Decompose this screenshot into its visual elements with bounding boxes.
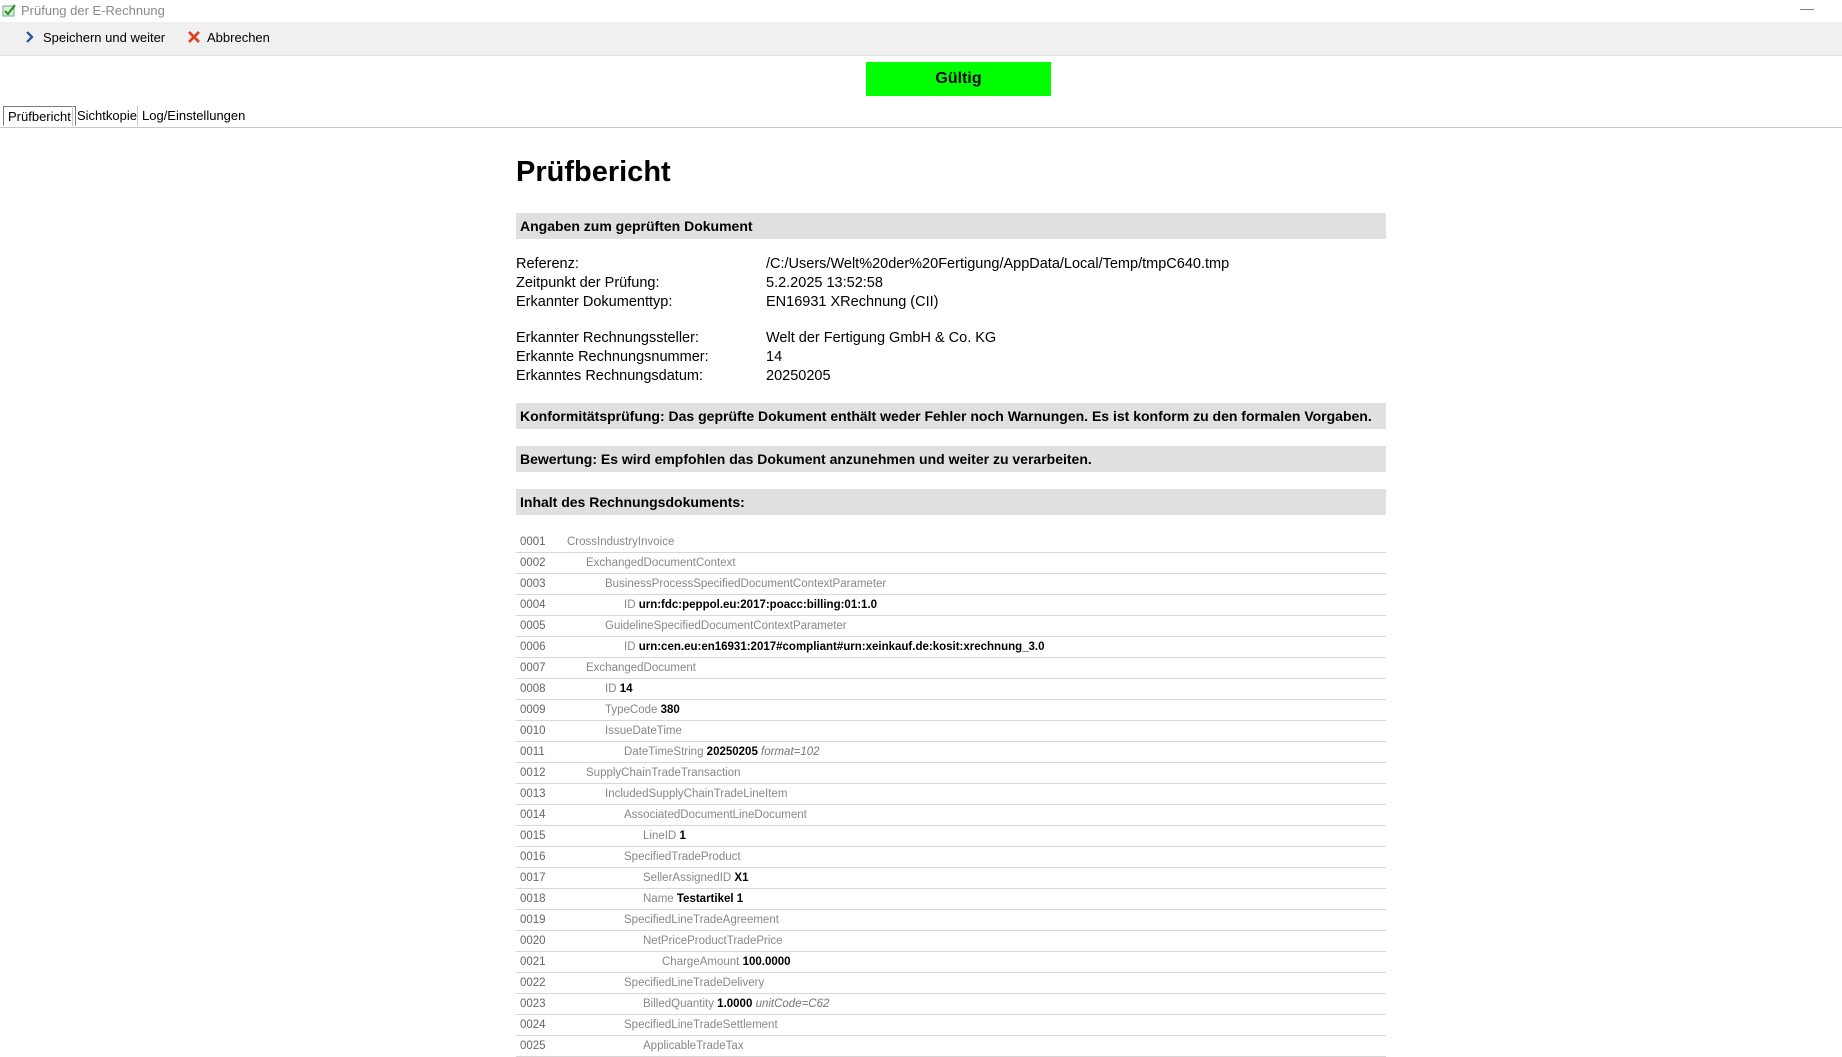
xml-line-number: 0020 [520,935,546,947]
xml-line-number: 0012 [520,767,546,779]
xml-line-number: 0002 [520,557,546,569]
xml-line-number: 0003 [520,578,546,590]
xml-element [605,700,680,720]
xml-element [624,973,764,993]
field-invoice-date [516,368,1386,387]
xml-element-value: 14 [619,683,633,695]
field-value: EN16931 XRechnung (CII) [766,294,939,310]
tab-log-einstellungen[interactable]: Log/Einstellungen [137,106,249,126]
xml-element-name: ChargeAmount [662,956,740,968]
xml-line-number: 0007 [520,662,546,674]
xml-element-name: ID [624,599,636,611]
xml-line-number: 0010 [520,725,546,737]
xml-element [643,994,829,1014]
xml-row [516,784,1386,805]
xml-line-number: 0001 [520,536,546,548]
xml-element-name: SupplyChainTradeTransaction [586,767,741,779]
xml-element-name: ID [624,641,636,653]
xml-row [516,553,1386,574]
window-title: Prüfung der E-Rechnung [21,3,165,18]
xml-element [586,658,696,678]
xml-line-number: 0024 [520,1019,546,1031]
xml-line-number: 0004 [520,599,546,611]
xml-row [516,826,1386,847]
xml-line-number: 0014 [520,809,546,821]
xml-element-name: SpecifiedTradeProduct [624,851,741,863]
section-invoice-content: Inhalt des Rechnungsdokuments: [516,489,1386,515]
xml-element [605,721,682,741]
xml-element-name: CrossIndustryInvoice [567,536,675,548]
xml-element [643,889,743,909]
xml-element [586,553,736,573]
xml-row [516,889,1386,910]
xml-line-number: 0016 [520,851,546,863]
xml-row [516,847,1386,868]
field-label: Referenz: [516,256,579,272]
field-check-time [516,275,1386,294]
chevron-right-icon [22,29,38,45]
xml-element-attribute: unitCode=C62 [755,998,830,1010]
xml-row [516,952,1386,973]
xml-element-value: X1 [734,872,749,884]
xml-element-name: ApplicableTradeTax [643,1040,744,1052]
section-rating: Bewertung: Es wird empfohlen das Dokument anzunehmen und weiter zu verarbeiten. [516,446,1386,472]
xml-element [624,595,877,615]
field-value: 5.2.2025 13:52:58 [766,275,883,291]
xml-element [586,763,740,783]
section-document-info: Angaben zum geprüften Dokument [516,213,1386,239]
xml-row [516,574,1386,595]
xml-row [516,616,1386,637]
xml-element-value: 20250205 [706,746,758,758]
xml-line-number: 0011 [520,746,545,758]
field-document-type [516,294,1386,313]
xml-element [624,910,779,930]
xml-element-name: DateTimeString [624,746,704,758]
xml-line-number: 0019 [520,914,546,926]
xml-element-name: IncludedSupplyChainTradeLineItem [605,788,788,800]
xml-line-number: 0018 [520,893,546,905]
xml-element [624,637,1045,657]
xml-element-name: Name [643,893,674,905]
xml-line-number: 0017 [520,872,546,884]
xml-row [516,721,1386,742]
xml-element-value: 1.0000 [717,998,753,1010]
xml-line-number: 0023 [520,998,546,1010]
xml-line-number: 0013 [520,788,546,800]
field-label: Erkannter Rechnungssteller: [516,330,699,346]
save-and-continue-label: Speichern und weiter [43,29,166,45]
field-label: Erkannte Rechnungsnummer: [516,349,709,365]
xml-element-name: SpecifiedLineTradeAgreement [624,914,779,926]
xml-row [516,700,1386,721]
xml-element [643,868,749,888]
xml-element [567,532,674,552]
xml-element [643,826,686,846]
xml-element-name: SpecifiedLineTradeSettlement [624,1019,778,1031]
tab-pruefbericht[interactable]: Prüfbericht [3,106,76,126]
xml-element [605,616,847,636]
xml-element-name: NetPriceProductTradePrice [643,935,783,947]
xml-line-number: 0022 [520,977,546,989]
tab-bar [0,105,1842,128]
title-bar [0,0,1842,22]
xml-line-number: 0008 [520,683,546,695]
field-invoice-number [516,349,1386,368]
field-value: /C:/Users/Welt%20der%20Fertigung/AppData/Local/Temp/tmpC640.tmp [766,256,1230,272]
field-label: Erkanntes Rechnungsdatum: [516,368,703,384]
xml-element-name: TypeCode [605,704,658,716]
xml-element-attribute: format=102 [761,746,820,758]
xml-element-name: GuidelineSpecifiedDocumentContextParameter [605,620,847,632]
xml-row [516,994,1386,1015]
xml-row [516,679,1386,700]
xml-element-name: IssueDateTime [605,725,682,737]
xml-row [516,742,1386,763]
xml-element [624,847,741,867]
xml-element [662,952,791,972]
xml-element-name: LineID [643,830,677,842]
xml-row [516,973,1386,994]
xml-element [605,679,633,699]
field-reference [516,256,1386,275]
minimize-button[interactable]: — [1800,0,1814,16]
xml-element-value: 1 [679,830,686,842]
xml-element-name: ID [605,683,617,695]
xml-element-value: Testartikel 1 [676,893,744,905]
xml-row [516,532,1386,553]
validation-status-badge: Gültig [866,62,1051,96]
cancel-label: Abbrechen [207,29,270,45]
xml-element-name: SellerAssignedID [643,872,732,884]
xml-element-name: BilledQuantity [643,998,714,1010]
xml-row [516,910,1386,931]
field-value: 14 [766,349,783,365]
field-value: 20250205 [766,368,831,384]
field-label: Zeitpunkt der Prüfung: [516,275,660,291]
save-and-continue-button[interactable] [22,29,165,45]
xml-line-number: 0005 [520,620,546,632]
xml-row [516,637,1386,658]
xml-row [516,868,1386,889]
xml-element [624,742,820,762]
xml-element [624,805,807,825]
close-icon [186,29,202,45]
field-value: Welt der Fertigung GmbH & Co. KG [766,330,997,346]
section-conformity: Konformitätsprüfung: Das geprüfte Dokument enthält weder Fehler noch Warnungen. Es ist konform zu den formalen Vorgaben. [516,403,1386,429]
xml-row [516,1036,1386,1057]
xml-element-name: ExchangedDocumentContext [586,557,736,569]
xml-element-name: AssociatedDocumentLineDocument [624,809,807,821]
field-label: Erkannter Dokumenttyp: [516,294,673,310]
toolbar [0,22,1842,56]
xml-element-name: ExchangedDocument [586,662,696,674]
xml-element [605,574,886,594]
xml-row [516,658,1386,679]
xml-row [516,595,1386,616]
xml-row [516,931,1386,952]
xml-line-number: 0021 [520,956,546,968]
xml-content-list [516,532,1386,1057]
xml-element-name: SpecifiedLineTradeDelivery [624,977,765,989]
xml-line-number: 0015 [520,830,546,842]
app-icon [2,3,17,18]
xml-line-number: 0025 [520,1040,546,1052]
xml-element-name: BusinessProcessSpecifiedDocumentContextParameter [605,578,887,590]
cancel-button[interactable] [186,29,270,45]
tab-sichtkopie[interactable]: Sichtkopie [72,106,141,126]
xml-element-value: 380 [660,704,680,716]
xml-element [624,1015,778,1035]
xml-element-value: urn:cen.eu:en16931:2017#compliant#urn:xeinkauf.de:kosit:xrechnung_3.0 [638,641,1045,653]
report-title: Prüfbericht [516,156,671,188]
xml-element-value: urn:fdc:peppol.eu:2017:poacc:billing:01:1.0 [638,599,878,611]
xml-element [643,1036,744,1056]
field-invoice-issuer [516,330,1386,349]
xml-line-number: 0009 [520,704,546,716]
xml-element-value: 100.0000 [742,956,791,968]
xml-element [605,784,787,804]
xml-row [516,763,1386,784]
xml-row [516,805,1386,826]
xml-row [516,1015,1386,1036]
xml-element [643,931,783,951]
xml-line-number: 0006 [520,641,546,653]
